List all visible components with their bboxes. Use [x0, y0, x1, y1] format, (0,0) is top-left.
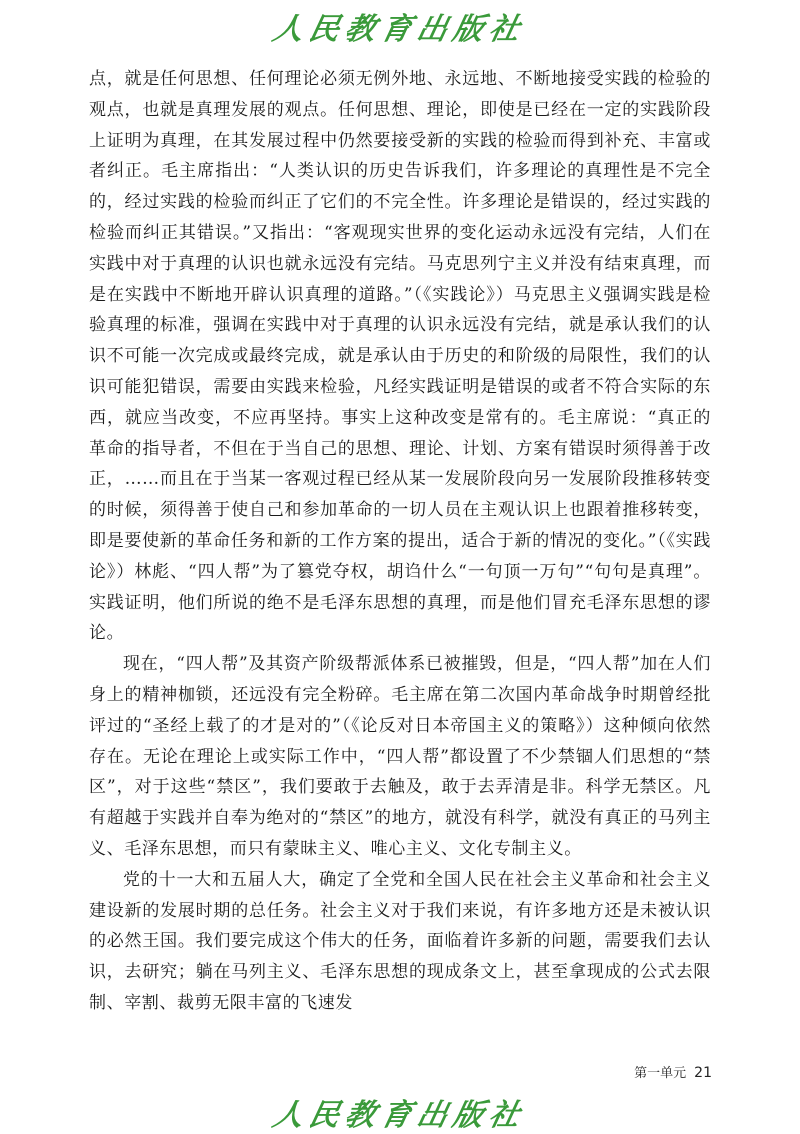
paragraph-3: 党的十一大和五届人大，确定了全党和全国人民在社会主义革命和社会主义建设新的发展时期的总任务。社会主义对于我们来说，有许多地方还是未被认识的必然王国。我们要完成这个伟大的任务，面临着许多新的问题，需要我们去认识，去研究；躺在马列主义、毛泽东思想的现成条文上，甚至拿现成的公式去限制、宰割、裁剪无限丰富的飞速发: [89, 869, 711, 1013]
paragraph-1: 点，就是任何思想、任何理论必须无例外地、永远地、不断地接受实践的检验的观点，也就是真理发展的观点。任何思想、理论，即使是已经在一定的实践阶段上证明为真理，在其发展过程中仍然要接受新的实践的检验而得到补充、丰富或者纠正。毛主席指出：“人类认识的历史告诉我们，许多理论的真理性是不完全的，经过实践的检验而纠正了它们的不完全性。许多理论是错误的，经过实践的检验而纠正其错误。”又指出：“客观现实世界的变化运动永远没有完结，人们在实践中对于真理的认识也就永远没有完结。马克思列宁主义并没有结束真理，而是在实践中不断地开辟认识真理的道路。”（《实践论》）马克思主义强调实践是检验真理的标准，强调在实践中对于真理的认识永远没有完结，就是承认我们的认识不可能一次完成或最终完成，就是承认由于历史的和阶级的局限性，我们的认识可能犯错误，需要由实践来检验，凡经实践证明是错误的或者不符合实际的东西，就应当改变，不应再坚持。事实上这种改变是常有的。毛主席说：“真正的革命的指导者，不但在于当自己的思想、理论、计划、方案有错误时须得善于改正，……而且在于当某一客观过程已经从某一发展阶段向另一发展阶段推移转变的时候，须得善于使自己和参加革命的一切人员在主观认识上也跟着推移转变，即是要使新的革命任务和新的工作方案的提出，适合于新的情况的变化。”（《实践论》）林彪、“四人帮”为了篡党夺权，胡诌什么“一句顶一万句”“句句是真理”。实践证明，他们所说的绝不是毛泽东思想的真理，而是他们冒充毛泽东思想的谬论。: [89, 69, 711, 644]
unit-label: 第一单元: [634, 1066, 687, 1081]
page-number: 21: [694, 1065, 712, 1081]
publisher-watermark-top: 人民教育出版社: [269, 12, 529, 47]
page-footer: [634, 1062, 712, 1081]
paragraph-2: 现在，“四人帮”及其资产阶级帮派体系已被摧毁，但是，“四人帮”加在人们身上的精神枷锁，还远没有完全粉碎。毛主席在第二次国内革命战争时期曾经批评过的“圣经上载了的才是对的”（《论反对日本帝国主义的策略》）这种倾向依然存在。无论在理论上或实际工作中，“四人帮”都设置了不少禁锢人们思想的“禁区”，对于这些“禁区”，我们要敢于去触及，敢于去弄清是非。科学无禁区。凡有超越于实践并自奉为绝对的“禁区”的地方，就没有科学，就没有真正的马列主义、毛泽东思想，而只有蒙昧主义、唯心主义、文化专制主义。: [89, 654, 711, 859]
publisher-watermark-bottom: 人民教育出版社: [269, 1098, 529, 1133]
page-body: [89, 64, 711, 1019]
